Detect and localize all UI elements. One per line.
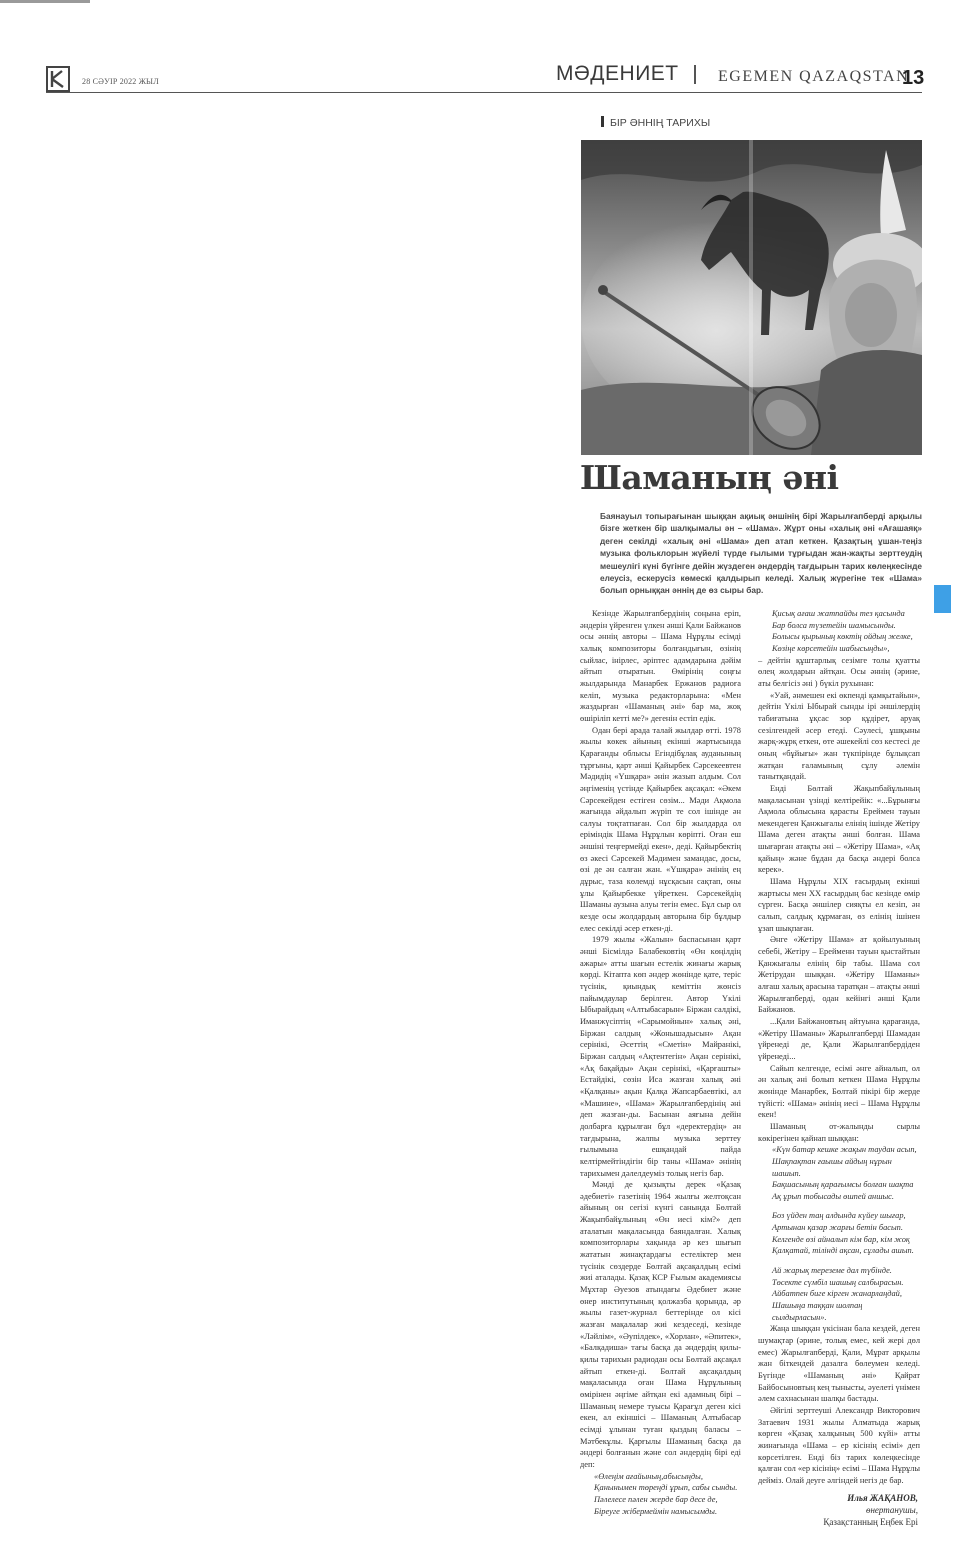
paragraph: Шаманың от-жалынды сырлы көкірегінен қайнап шыққан: bbox=[758, 1121, 920, 1143]
verse: «Күн батар кешке жақын таудан асып, Шақпақтан ғаышы айдың нұрын шашып. Бақшасының қарағымсы болған шақта Ақ ұрып тобысады өшпей аншыс. bbox=[772, 1145, 917, 1201]
paragraph: ...Қали Байжановтың айтуына қарағанда, «Жетіру Шаманы» Жарылғапберді Шамадан үйренеді де, Қали Жарылғапбердіден үйренеді... bbox=[758, 1016, 920, 1061]
paragraph: Одан бері арада талай жылдар өтті. 1978 жылы көкек айының екінші жартысында Қарағанды облысы Егіндібұлақ ауданының тұрғыны, қарт әнші Қайырбек Сәрсекеевтен Мәдидің «Үшқара» әнін жазып алдым. Сол әңгіменің үстінде Қайырбек ақсақал: «Әкем Сәрсекейден естіген сөзім... Мәди Ақмола жағында әйдалып жүріп те сол ішінде ән салуы тоқтатпаған. Сол бір жылдарда ол еріміндік Шама Нұрұлын көріпті. Оған еш әншіні теңгермейді екен», деді. Қайырбектің өз әкесі Сәрсекей Мәдимен замандас, досы, өзі де ән салған жан. «Үшқара» әнінің ең дұрыс, таза көлемді нұсқасын сақтап, оны ұлы Қайырбекке үйреткен. Сәрсекейдің Шаманы аузына алуы тегін емес. Бұл сыр ол кезде осы жолдардың авторына бір бұлдыр елес секілді әсер еткен-ді. bbox=[580, 725, 741, 933]
paragraph: «Уай, әнмешен екі өкпенді қамқытайын», дейтін Үкілі Ыбырай сынды ірі әншілердің табиғатына ұқсас зор құдірет, аруақ сезілгендей әсер етеді. Сәулесі, ұшқыны жарқ-жұрқ еткен, өте әшекейлі сөз кестесі де оның «бұйығы» жан түкпірінде бұлықсап жатқан ғаламының сұлу әлемін танытқандай. bbox=[758, 690, 920, 782]
paragraph: 1979 жылы «Жалын» баспасынан қарт әнші Бісмілдә Балабековтің «Өн көңілдің ажары» атты шағын естелік жинағы жарық көрді. Кітапта көп әндер жөнінде қате, терiс түсінік, қиындық кеміттін жөнсіз пайымдаулар берілген. Автор Үкілі Ыбырайдың «Алтыбасарын» Біржан салдікі, Иманжүсіптің «Сарымойнын» халық әні, Біржан салдың «Жонышадысын» Ақан серінікі, Әсеттің «Сметін» Майранікі, Біржан салдың «Ақтентегін» Ақан серінікі, «Ақ бақайды» Ақан серінікі, «Қарғашты» Естайдікі, сөзін Иса жазған халық әні «Қалқаны» ақын Қалқа Жапсарбаевтікі, ал «Машине», «Шама» Жарылғапбердінің әні деп жазған-ды. Басынан аяғына дейін долбарға құрылған бұл «деректердің» ән тағдырына, жалпы музыка зерттеу ғылымына ешқандай пайда келтірмейтіндігін бір таны «Шама» әнінің тарихымен дәлелдеуміз толық негіз бар. bbox=[580, 935, 741, 1178]
verse: Қисық ағаш жатпайды тез қасында Бар болса түзетейін шамысынды. Болысы қырының көктің ойдың желке, Көзіңе көрсетейін шабысыңды», bbox=[772, 609, 913, 653]
verse: Боз үйден таң алдында күйеу шығар, Артынан қазар жарғы бетін басып. Келгенде өзі айналып кім бар, кім жоқ Қалқатай, тілінді ақсан, сұлады ашып. bbox=[772, 1211, 914, 1256]
header-divider bbox=[694, 65, 696, 84]
paragraph: – дейтін құштарлық сезімге толы қуатты өлең жолдарын айтқан. Осы әннің (әрине, аты белгісіз әні ) бүкіл рухынан: bbox=[758, 655, 920, 688]
verse: «Өлеңім ағайының,абысыңды, Қанынымен төреңді ұрып, сабы сынды. Пәлелесе пәлен жерде бар десе де, Біреуге жібермеймін намысымды. bbox=[594, 1471, 738, 1516]
scan-scrap bbox=[0, 0, 90, 3]
author-title: Қазақстанның Еңбек Ері bbox=[823, 1517, 918, 1527]
paragraph: Мәнді де қызықты дерек «Қазақ әдебиеті» газетінің 1964 жылғы желтоқсан айының он сегізі күнгі санында Бөлтай Жақыпбайұлының «Өн иесі кім?» деп аталатын мақаласында баяндалған. Халық композиторлары хақында әр кез шығып жататын жинақтардағы естеліктер мен түсінік сөздерде Бөлтай ақсақалдың есімі жиі аталады. Қазақ КСР Ғылым академиясы Мұхтар Әуезов атындағы Әдебиет және өнер институтының қолжазба қорында, әр жылы газет-журнал беттерінде ол кісі жазған мақалалар жиі кездеседі, кезінде «Ләйлім», «Әупілдек», «Хорлан», «Әпитек», «Балқадиша» тағы басқа да әндердің қилы-қилы тарихын радиодан осы Бөлтай ақсақал айтып еткен-ді. Бөлтай ақсақалдың мақаласында оған Шама Нұрұлының өмірінен әңгіме айтқан екі адамның бірі – Шаманың немере туысы Қарағұл деген кісі екен, ал екіншісі – Шаманың Алтыбасар есімді ұлынан туған қыздың баласы – Мәтбекұлы. Қарғылы Шаманың басқа да әндері болғанын және сол әндердің бірі еді деп: bbox=[580, 1180, 741, 1469]
page-number: 13 bbox=[902, 67, 925, 89]
paragraph: Енді Бөлтай Жақыпбайұлының мақаласынан үзінді келтірейік: «...Бұрынғы Ақмола облысына қарасты Ереймен тауын мекендеген Қанжығалы елінің ішінде Жетіру Шама деген атақты әнші болған. Шама шығарған атақты әні – «Жетіру Шама», «Ақ қайың» және бұдан да басқа әндері болса керек». bbox=[758, 783, 920, 875]
paragraph: Әйгілі зерттеуші Александр Викторович Затаевич 1931 жылы Алматыда жарық көрген «Қазақ халқының 500 күйі» атты жинағында «Шама – ер кісінің есімі» деп көрсетілген. Енді біз тарих көлеңкесінде қалған сол «ер кісінің» есімі – Шама Нұрұлы дейміз. Олай деуге әлгіндей негіз де бар. bbox=[758, 1405, 920, 1485]
article-column-2 bbox=[758, 608, 920, 1488]
author-name: Илья ЖАҚАНОВ, bbox=[847, 1493, 918, 1503]
paragraph: Кезінде Жарылғапбердінің соңына еріп, әндерін үйренген үлкен әнші Қали Байжанов осы әннің авторы – Шама Нұрұлы есімді халық композиторы болғандығын, өзінің сыйлас, інірлес, әріптес адамдарына дәйім айтып отыратын. Өмірінің соңғы жылдарында Манарбек Ержанов радиоға келіп, музыка редакторларына: «Мен жаздырған «Шаманың әні» бар ма, жоқ өшіріліп кетті ме?» дегенін естіп едік. bbox=[580, 609, 741, 723]
paragraph: Шама Нұрұлы ХІХ ғасырдың екінші жартысы мен ХХ ғасырдың бас кезінде өмір сүрген. Басқа әншілер сияқты ел кезіп, ән салып, салдық құрмаған, өз елінің ішінен ұзап шықпаған. bbox=[758, 877, 920, 933]
newspaper-logo-icon bbox=[46, 66, 70, 92]
article-lead: Баянауыл топырағынан шыққан ақиық әншінің бірі Жарылғапберді арқылы бізге жеткен бір шалқымалы ән – «Шама». Жұрт оны «халық әні «Ағашаяқ» деген секілді «халық әні «Шама» деп атап кеткен. Қазақтың ұшан-теңіз музыка фольклорын жүйелі түрде ғылыми тұрғыдан жан-жақты зерттеудің мешеулігі күні бүгінге дейін жүздеген әндердің тағдырын тарих көлеңкесінде елеусіз, ескерусіз көмескі қалдырып келеді. Халық жүрегіне тек «Шама» болып орныққан әннің де өз сыры бар. bbox=[600, 511, 922, 596]
paragraph: Әнге «Жетіру Шама» ат қойылуының себебі, Жетіру – Ерейменн тауын қыстайтын Қанжығалы елінің бір табы. Шама сол Жетірудан шыққан. «Жетіру Шаманы» алғаш халық арасына таратқан – атақты әнші Жарылғапберді, одан кейінгі әнші Қали Байжанов. bbox=[758, 935, 920, 1015]
paragraph: Сайып келгенде, есімі әнге айналып, ол ән халық әні болып кеткен Шама Нұрұлы жөнінде Манарбек, Бөлтай пікірі бір жерде түйісті: «Шама» әнінің иесі – Шама Нұрұлы екен! bbox=[758, 1063, 920, 1120]
blank-area bbox=[0, 110, 566, 1568]
header-rule bbox=[46, 92, 922, 93]
author-role: өнертанушы, bbox=[865, 1505, 918, 1515]
newspaper-name: EGEMEN QAZAQSTAN bbox=[718, 68, 910, 85]
scroll-tab[interactable] bbox=[934, 585, 951, 613]
section-title: МӘДЕНИЕТ bbox=[556, 62, 679, 85]
author-signature bbox=[800, 1492, 918, 1528]
scan-top-edge bbox=[0, 0, 956, 6]
issue-date: 28 СӘУІР 2022 ЖЫЛ bbox=[82, 77, 159, 86]
rubric: БІР ӘННІҢ ТАРИХЫ bbox=[601, 116, 710, 129]
article-column-1 bbox=[580, 608, 741, 1523]
article-title: Шаманың әні bbox=[580, 458, 839, 497]
paragraph: Жаңа шыққан үкісінан бала кездей, деген шумақтар (әрине, толық емес, кей жері дөл емес) Жарылғапберді, Қали, Мұрат арқылы жан біткендей дазалға бөлеумен келеді. Бүгінде «Шаманың әні» Қайрат Байбосыновтың кең тынысты, әуелеті үнімен әлем сахнасынан шалқы бастады. bbox=[758, 1324, 920, 1404]
article-photo bbox=[581, 140, 922, 455]
verse: Ай жарық тереземе дал түбінде. Төсекте сүмбіл шашың салбырасын. Айбатпен биге кірген жанарлаңдай, Шашыңа таққан шолпаң сылдырласын». bbox=[772, 1266, 904, 1322]
